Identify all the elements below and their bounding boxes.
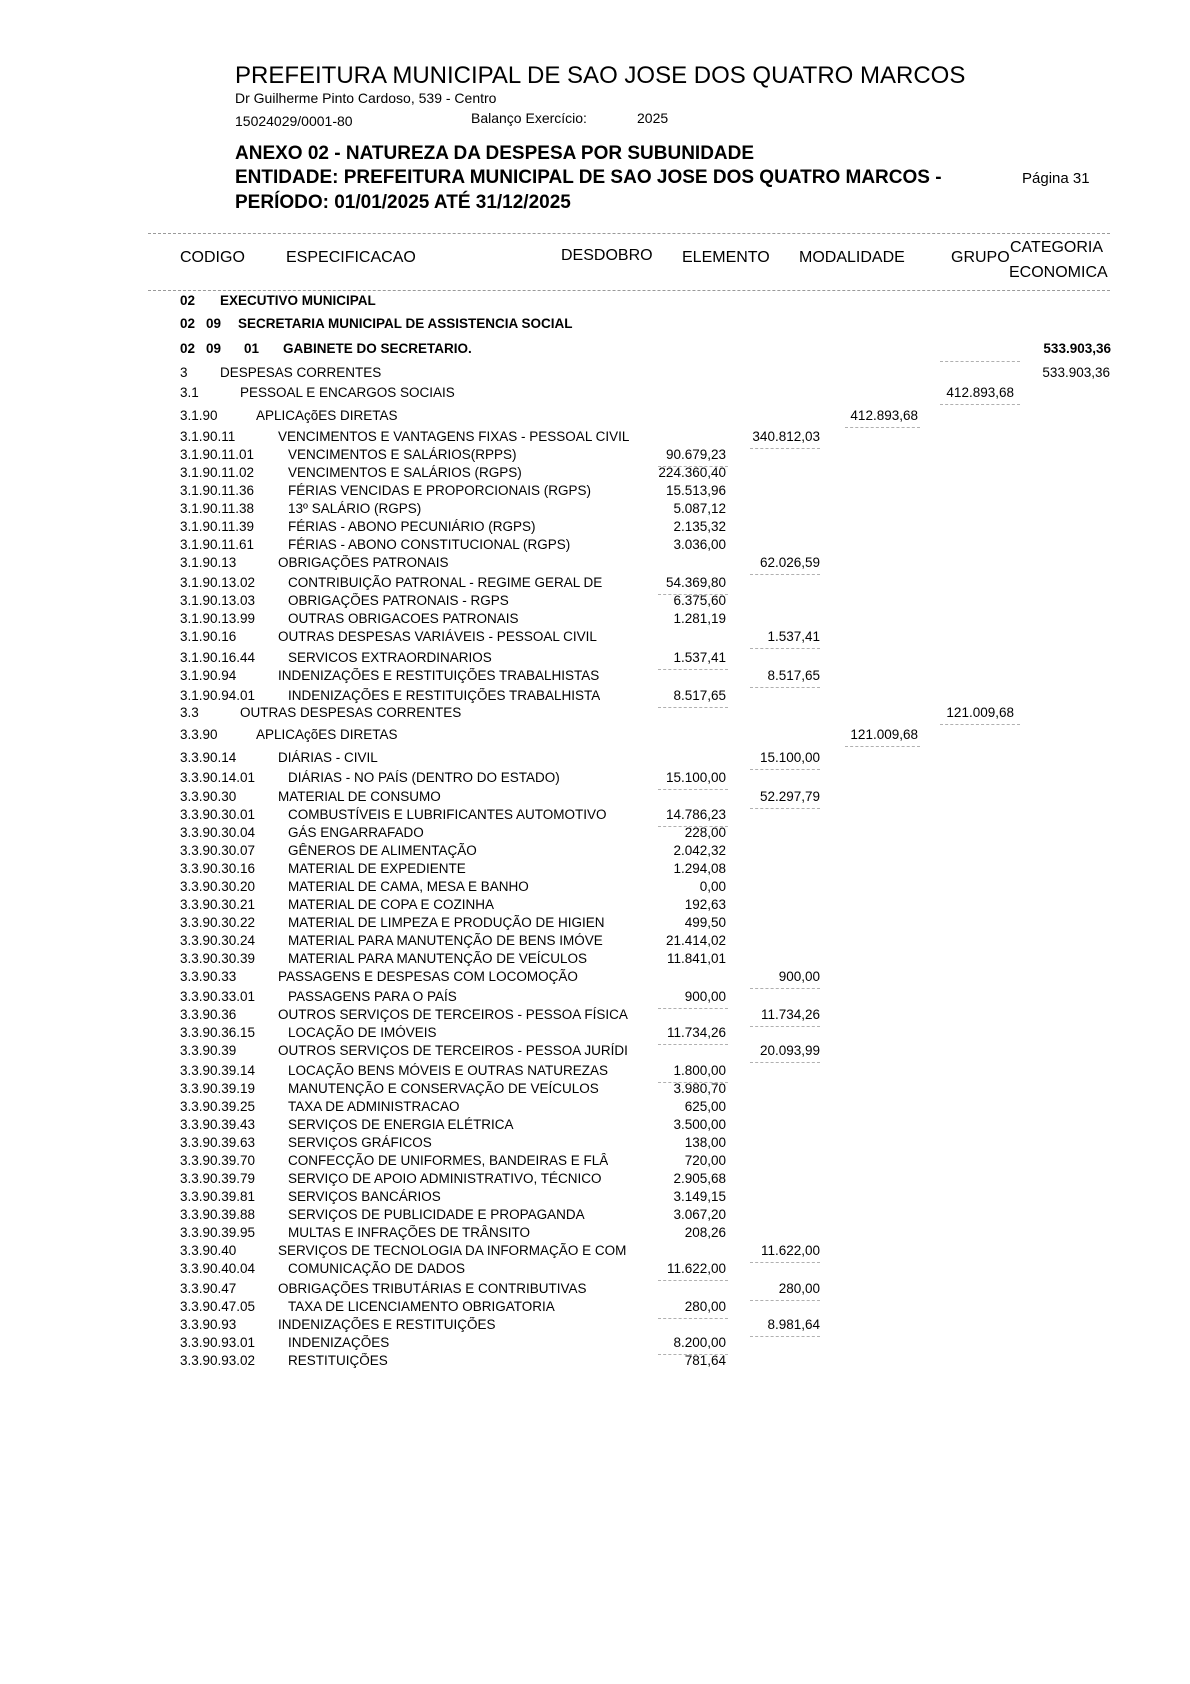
org-row	[0, 316, 1190, 334]
row-code: 3.3.90.30.20	[180, 879, 256, 894]
row-code: 3.1	[180, 385, 199, 400]
row-code: 3.3.90.33	[180, 969, 237, 984]
row-code: 3.1.90.13	[180, 555, 237, 570]
row-value-desd: 5.087,12	[673, 501, 726, 516]
row-value-elem: 52.297,79	[759, 789, 820, 804]
table-row	[0, 770, 1190, 788]
row-description: GÊNEROS DE ALIMENTAÇÃO	[288, 843, 477, 858]
row-description: OUTRAS DESPESAS VARIÁVEIS - PESSOAL CIVIL	[278, 629, 597, 644]
row-code: 3.3.90.30.21	[180, 897, 256, 912]
row-value-desd: 14.786,23	[665, 807, 726, 822]
table-row	[0, 1335, 1190, 1353]
table-row	[0, 1025, 1190, 1043]
row-description: PESSOAL E ENCARGOS SOCIAIS	[240, 385, 455, 400]
org-code-c: 01	[244, 341, 260, 356]
org-code-a: 02	[180, 293, 196, 308]
row-code: 3.1.90.11.01	[180, 447, 255, 462]
table-row	[0, 483, 1190, 501]
row-code: 3.3.90.39.43	[180, 1117, 256, 1132]
table-row	[0, 1117, 1190, 1135]
address: Dr Guilherme Pinto Cardoso, 539 - Centro	[235, 90, 497, 106]
row-description: LOCAÇÃO DE IMÓVEIS	[288, 1025, 437, 1040]
row-value-desd: 2.135,32	[673, 519, 726, 534]
row-value-desd: 3.980,70	[673, 1081, 726, 1096]
row-code: 3.1.90.16.44	[180, 650, 256, 665]
org-code-a: 02	[180, 316, 196, 331]
row-description: VENCIMENTOS E SALÁRIOS (RGPS)	[288, 465, 522, 480]
table-row	[0, 825, 1190, 843]
row-value-mod: 121.009,68	[850, 727, 918, 742]
col-grupo: GRUPO	[951, 249, 1010, 266]
row-value-grupo: 121.009,68	[946, 705, 1014, 720]
row-value-elem: 340.812,03	[752, 429, 820, 444]
row-code: 3.3.90.36.15	[180, 1025, 256, 1040]
row-value-desd: 781,64	[684, 1353, 726, 1368]
row-value-desd: 54.369,80	[665, 575, 726, 590]
row-value-elem: 1.537,41	[767, 629, 820, 644]
row-code: 3.3.90.30.07	[180, 843, 256, 858]
row-code: 3.3.90.30.39	[180, 951, 256, 966]
row-code: 3.3.90.30.24	[180, 933, 256, 948]
row-value-desd: 11.841,01	[666, 951, 726, 966]
row-description: INDENIZAÇÕES E RESTITUIÇÕES TRABALHISTA	[288, 688, 601, 703]
row-code: 3.1.90.16	[180, 629, 237, 644]
table-row	[0, 989, 1190, 1007]
row-description: SERVIÇOS GRÁFICOS	[288, 1135, 432, 1150]
row-value-desd: 720,00	[684, 1153, 726, 1168]
table-row	[0, 705, 1190, 723]
row-description: 13º SALÁRIO (RGPS)	[288, 501, 422, 516]
table-row	[0, 408, 1190, 426]
row-value-desd: 138,00	[684, 1135, 726, 1150]
table-row	[0, 447, 1190, 465]
row-code: 3.3.90.39.63	[180, 1135, 256, 1150]
row-value-desd: 228,00	[684, 825, 726, 840]
row-description: SERVIÇOS BANCÁRIOS	[288, 1189, 441, 1204]
col-modalidade: MODALIDADE	[799, 249, 905, 266]
row-value-desd: 15.100,00	[665, 770, 726, 785]
col-codigo: CODIGO	[180, 249, 245, 266]
row-description: TAXA DE LICENCIAMENTO OBRIGATORIA	[288, 1299, 555, 1314]
row-code: 3.3.90.39.19	[180, 1081, 256, 1096]
row-description: VENCIMENTOS E SALÁRIOS(RPPS)	[288, 447, 517, 462]
row-code: 3.1.90.13.03	[180, 593, 256, 608]
row-code: 3.1.90.11.38	[180, 501, 255, 516]
row-value-desd: 8.200,00	[673, 1335, 726, 1350]
row-description: OBRIGAÇÕES TRIBUTÁRIAS E CONTRIBUTIVAS	[278, 1281, 587, 1296]
row-description: MATERIAL DE CAMA, MESA E BANHO	[288, 879, 529, 894]
header-divider-top	[148, 233, 1110, 234]
table-row	[0, 555, 1190, 573]
org-name: EXECUTIVO MUNICIPAL	[220, 293, 376, 308]
table-row	[0, 1171, 1190, 1189]
row-description: COMBUSTÍVEIS E LUBRIFICANTES AUTOMOTIVO	[288, 807, 607, 822]
row-code: 3.3.90.30.01	[180, 807, 256, 822]
table-row	[0, 650, 1190, 668]
table-row	[0, 1081, 1190, 1099]
org-code-b: 09	[206, 316, 222, 331]
balanco-label: Balanço Exercício:	[471, 110, 587, 126]
table-row	[0, 1043, 1190, 1061]
table-row	[0, 668, 1190, 686]
row-code: 3.3.90	[180, 727, 218, 742]
row-description: SERVIÇOS DE TECNOLOGIA DA INFORMAÇÃO E COM	[278, 1243, 627, 1258]
row-description: SERVIÇO DE APOIO ADMINISTRATIVO, TÉCNICO	[288, 1171, 602, 1186]
row-description: CONTRIBUIÇÃO PATRONAL - REGIME GERAL DE	[288, 575, 603, 590]
row-code: 3.3.90.39	[180, 1043, 237, 1058]
balanco-year: 2025	[637, 110, 669, 126]
table-row	[0, 969, 1190, 987]
row-value-desd: 499,50	[684, 915, 726, 930]
row-value-desd: 3.149,15	[673, 1189, 726, 1204]
row-description: FÉRIAS - ABONO CONSTITUCIONAL (RGPS)	[288, 537, 571, 552]
table-row	[0, 537, 1190, 555]
row-code: 3.3.90.30.04	[180, 825, 256, 840]
table-row	[0, 1135, 1190, 1153]
row-description: VENCIMENTOS E VANTAGENS FIXAS - PESSOAL CIVIL	[278, 429, 630, 444]
value-underline	[940, 404, 1020, 405]
row-description: MATERIAL PARA MANUTENÇÃO DE BENS IMÓVE	[288, 933, 603, 948]
row-code: 3.3.90.47.05	[180, 1299, 256, 1314]
row-code: 3.3.90.39.25	[180, 1099, 256, 1114]
row-value-desd: 2.905,68	[673, 1171, 726, 1186]
row-code: 3.3.90.14	[180, 750, 237, 765]
row-description: LOCAÇÃO BENS MÓVEIS E OUTRAS NATUREZAS	[288, 1063, 609, 1078]
org-code-b: 09	[206, 341, 222, 356]
row-description: MULTAS E INFRAÇÕES DE TRÂNSITO	[288, 1225, 531, 1240]
total-underline	[940, 361, 1020, 362]
row-description: CONFECÇÃO DE UNIFORMES, BANDEIRAS E FLÂ	[288, 1153, 609, 1168]
row-description: OBRIGAÇÕES PATRONAIS - RGPS	[288, 593, 509, 608]
table-row	[0, 688, 1190, 706]
row-code: 3.3.90.40	[180, 1243, 237, 1258]
row-description: OUTROS SERVIÇOS DE TERCEIROS - PESSOA JURÍDI	[278, 1043, 628, 1058]
col-economica: ECONOMICA	[1009, 264, 1108, 281]
row-code: 3.3.90.93.02	[180, 1353, 256, 1368]
row-code: 3.1.90.11.61	[180, 537, 255, 552]
row-code: 3.1.90	[180, 408, 218, 423]
value-underline	[940, 724, 1020, 725]
row-value-desd: 625,00	[684, 1099, 726, 1114]
table-row	[0, 385, 1190, 403]
table-row	[0, 1007, 1190, 1025]
row-description: INDENIZAÇÕES E RESTITUIÇÕES	[278, 1317, 496, 1332]
row-value-elem: 280,00	[778, 1281, 820, 1296]
table-row	[0, 1063, 1190, 1081]
cnpj: 15024029/0001-80	[235, 113, 353, 129]
header-divider-bottom	[148, 290, 1110, 291]
row-value-desd: 90.679,23	[665, 447, 726, 462]
row-description: MANUTENÇÃO E CONSERVAÇÃO DE VEÍCULOS	[288, 1081, 599, 1096]
period-title: PERÍODO: 01/01/2025 ATÉ 31/12/2025	[235, 192, 571, 213]
table-row	[0, 933, 1190, 951]
row-code: 3.3.90.33.01	[180, 989, 256, 1004]
row-code: 3.1.90.11.36	[180, 483, 255, 498]
page-number: Página 31	[1022, 170, 1090, 187]
table-row	[0, 611, 1190, 629]
table-row	[0, 629, 1190, 647]
table-row	[0, 1207, 1190, 1225]
row-code: 3.3.90.93	[180, 1317, 237, 1332]
org-row	[0, 293, 1190, 311]
table-row	[0, 1099, 1190, 1117]
row-value-elem: 11.734,26	[760, 1007, 820, 1022]
table-row	[0, 915, 1190, 933]
row-value-desd: 2.042,32	[673, 843, 726, 858]
row-value-desd: 224.360,40	[658, 465, 726, 480]
row-value-desd: 6.375,60	[673, 593, 726, 608]
row-code: 3.1.90.13.99	[180, 611, 256, 626]
row-description: OUTROS SERVIÇOS DE TERCEIROS - PESSOA FÍSICA	[278, 1007, 628, 1022]
row-description: DIÁRIAS - NO PAÍS (DENTRO DO ESTADO)	[288, 770, 560, 785]
row-description: OBRIGAÇÕES PATRONAIS	[278, 555, 449, 570]
table-row	[0, 593, 1190, 611]
table-row	[0, 1299, 1190, 1317]
row-code: 3.3.90.39.70	[180, 1153, 256, 1168]
row-code: 3.3	[180, 705, 199, 720]
col-categoria: CATEGORIA	[1010, 239, 1104, 256]
row-description: MATERIAL DE EXPEDIENTE	[288, 861, 466, 876]
table-row	[0, 501, 1190, 519]
row-description: SERVIÇOS DE ENERGIA ELÉTRICA	[288, 1117, 514, 1132]
table-row	[0, 807, 1190, 825]
org-name: GABINETE DO SECRETARIO.	[283, 341, 472, 356]
table-row	[0, 1281, 1190, 1299]
table-row	[0, 575, 1190, 593]
table-row	[0, 861, 1190, 879]
col-elemento: ELEMENTO	[682, 249, 770, 266]
row-description: FÉRIAS - ABONO PECUNIÁRIO (RGPS)	[288, 519, 536, 534]
row-code: 3.3.90.40.04	[180, 1261, 256, 1276]
row-description: APLICAçõES DIRETAS	[256, 727, 398, 742]
row-value-desd: 3.500,00	[673, 1117, 726, 1132]
row-code: 3.1.90.11.02	[180, 465, 255, 480]
org-total: 533.903,36	[1043, 341, 1111, 356]
table-row	[0, 429, 1190, 447]
row-value-desd: 208,26	[684, 1225, 726, 1240]
table-row	[0, 789, 1190, 807]
table-row	[0, 519, 1190, 537]
row-value-desd: 900,00	[684, 989, 726, 1004]
col-desdobro: DESDOBRO	[561, 247, 653, 264]
row-value-desd: 0,00	[699, 879, 726, 894]
row-code: 3.1.90.11.39	[180, 519, 255, 534]
row-value-elem: 8.517,65	[767, 668, 820, 683]
row-description: SERVIÇOS DE PUBLICIDADE E PROPAGANDA	[288, 1207, 585, 1222]
col-especificacao: ESPECIFICACAO	[286, 249, 416, 266]
row-code: 3.1.90.13.02	[180, 575, 256, 590]
row-value-elem: 20.093,99	[759, 1043, 820, 1058]
row-code: 3.3.90.47	[180, 1281, 237, 1296]
row-code: 3	[180, 365, 188, 380]
table-row	[0, 1353, 1190, 1371]
row-description: DESPESAS CORRENTES	[220, 365, 382, 380]
row-description: TAXA DE ADMINISTRACAO	[288, 1099, 460, 1114]
row-value-desd: 1.281,19	[673, 611, 726, 626]
table-row	[0, 1261, 1190, 1279]
table-row	[0, 365, 1190, 383]
row-value-mod: 412.893,68	[850, 408, 918, 423]
row-value-desd: 192,63	[684, 897, 726, 912]
row-value-desd: 3.036,00	[673, 537, 726, 552]
row-value-desd: 3.067,20	[673, 1207, 726, 1222]
table-row	[0, 465, 1190, 483]
row-value-desd: 1.294,08	[673, 861, 726, 876]
row-code: 3.3.90.39.81	[180, 1189, 256, 1204]
row-value-grupo: 412.893,68	[946, 385, 1014, 400]
row-description: OUTRAS OBRIGACOES PATRONAIS	[288, 611, 519, 626]
row-value-cat: 533.903,36	[1042, 365, 1110, 380]
table-row	[0, 1225, 1190, 1243]
row-value-desd: 15.513,96	[665, 483, 726, 498]
row-value-desd: 11.734,26	[666, 1025, 726, 1040]
row-code: 3.3.90.93.01	[180, 1335, 256, 1350]
row-code: 3.1.90.94	[180, 668, 237, 683]
annex-title: ANEXO 02 - NATUREZA DA DESPESA POR SUBUNIDADE	[235, 143, 755, 164]
table-row	[0, 843, 1190, 861]
row-description: SERVICOS EXTRAORDINARIOS	[288, 650, 492, 665]
value-underline	[845, 427, 920, 428]
row-description: INDENIZAÇÕES	[288, 1335, 390, 1350]
row-value-desd: 21.414,02	[665, 933, 726, 948]
row-description: MATERIAL PARA MANUTENÇÃO DE VEÍCULOS	[288, 951, 588, 966]
row-description: PASSAGENS PARA O PAÍS	[288, 989, 457, 1004]
row-description: APLICAçõES DIRETAS	[256, 408, 398, 423]
row-code: 3.3.90.30.22	[180, 915, 256, 930]
table-row	[0, 879, 1190, 897]
row-code: 3.3.90.39.79	[180, 1171, 256, 1186]
row-description: FÉRIAS VENCIDAS E PROPORCIONAIS (RGPS)	[288, 483, 592, 498]
row-code: 3.3.90.36	[180, 1007, 237, 1022]
row-value-elem: 8.981,64	[767, 1317, 820, 1332]
row-description: MATERIAL DE COPA E COZINHA	[288, 897, 495, 912]
row-value-desd: 11.622,00	[666, 1261, 726, 1276]
row-description: OUTRAS DESPESAS CORRENTES	[240, 705, 462, 720]
row-description: GÁS ENGARRAFADO	[288, 825, 424, 840]
row-value-desd: 1.800,00	[673, 1063, 726, 1078]
org-title: PREFEITURA MUNICIPAL DE SAO JOSE DOS QUATRO MARCOS	[235, 62, 966, 89]
row-description: MATERIAL DE CONSUMO	[278, 789, 441, 804]
table-row	[0, 1189, 1190, 1207]
row-code: 3.3.90.30.16	[180, 861, 256, 876]
entity-title: ENTIDADE: PREFEITURA MUNICIPAL DE SAO JOSE DOS QUATRO MARCOS -	[235, 167, 942, 188]
row-value-desd: 8.517,65	[673, 688, 726, 703]
org-code-a: 02	[180, 341, 196, 356]
row-description: PASSAGENS E DESPESAS COM LOCOMOÇÃO	[278, 969, 578, 984]
row-code: 3.3.90.30	[180, 789, 237, 804]
value-underline	[845, 746, 920, 747]
row-value-elem: 62.026,59	[759, 555, 820, 570]
table-row	[0, 951, 1190, 969]
org-name: SECRETARIA MUNICIPAL DE ASSISTENCIA SOCIAL	[238, 316, 573, 331]
row-description: COMUNICAÇÃO DE DADOS	[288, 1261, 466, 1276]
table-row	[0, 1317, 1190, 1335]
row-value-elem: 11.622,00	[760, 1243, 820, 1258]
row-value-desd: 280,00	[684, 1299, 726, 1314]
table-row	[0, 897, 1190, 915]
table-row	[0, 750, 1190, 768]
row-code: 3.3.90.39.88	[180, 1207, 256, 1222]
row-code: 3.3.90.39.95	[180, 1225, 256, 1240]
row-code: 3.1.90.94.01	[180, 688, 256, 703]
row-description: RESTITUIÇÕES	[288, 1353, 388, 1368]
row-description: DIÁRIAS - CIVIL	[278, 750, 378, 765]
row-value-elem: 15.100,00	[759, 750, 820, 765]
org-row	[0, 341, 1190, 359]
row-code: 3.3.90.14.01	[180, 770, 256, 785]
row-description: INDENIZAÇÕES E RESTITUIÇÕES TRABALHISTAS	[278, 668, 600, 683]
table-row	[0, 727, 1190, 745]
row-value-desd: 1.537,41	[673, 650, 726, 665]
value-underline	[750, 648, 820, 649]
row-code: 3.1.90.11	[180, 429, 236, 444]
table-row	[0, 1153, 1190, 1171]
row-code: 3.3.90.39.14	[180, 1063, 256, 1078]
row-value-elem: 900,00	[778, 969, 820, 984]
row-description: MATERIAL DE LIMPEZA E PRODUÇÃO DE HIGIEN	[288, 915, 605, 930]
table-row	[0, 1243, 1190, 1261]
